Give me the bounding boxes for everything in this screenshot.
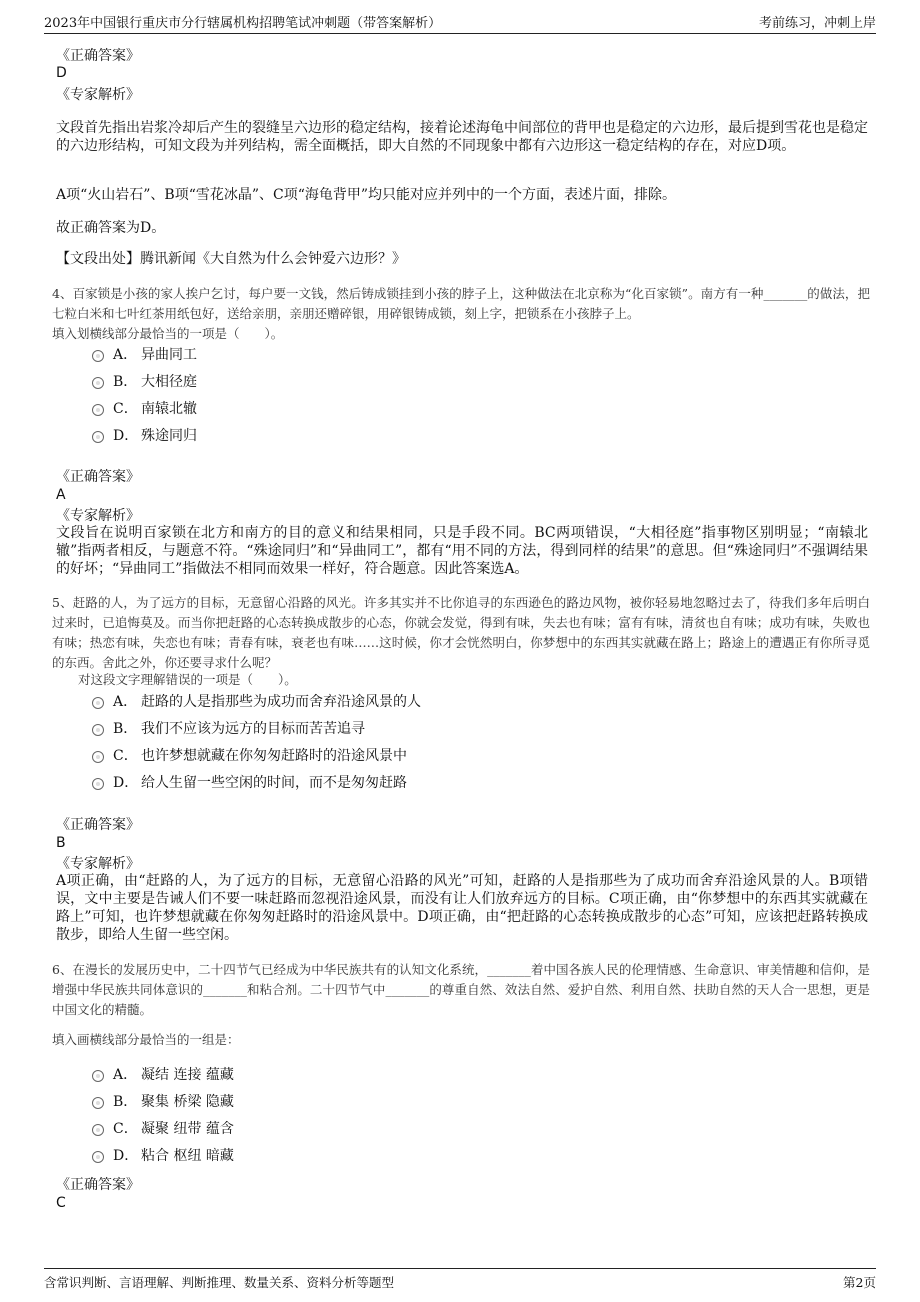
radio-icon[interactable]: [92, 377, 104, 389]
q5-prompt: 对这段文字理解错误的一项是（ ）。: [78, 672, 297, 687]
radio-icon[interactable]: [92, 1124, 104, 1136]
q4-option-c[interactable]: C． 南辕北辙: [92, 399, 197, 419]
q3-analysis-paragraph: 故正确答案为D。: [56, 220, 166, 236]
q6-answer-label: 《正确答案》: [56, 1177, 140, 1193]
q4-option-a[interactable]: A． 异曲同工: [92, 345, 197, 365]
radio-icon[interactable]: [92, 1070, 104, 1082]
radio-icon[interactable]: [92, 697, 104, 709]
q4-answer-label: 《正确答案》: [56, 469, 140, 485]
q5-option-a[interactable]: A． 赶路的人是指那些为成功而舍弃沿途风景的人: [92, 692, 421, 712]
q6-answer: C: [56, 1195, 66, 1211]
q5-option-c[interactable]: C． 也许梦想就藏在你匆匆赶路时的沿途风景中: [92, 746, 407, 766]
q3-analysis-paragraph: 文段首先指出岩浆冷却后产生的裂缝呈六边形的稳定结构，接着论述海龟中间部位的背甲也是稳定的六边形，最后提到雪花也是稳定的六边形结构，可知文段为并列结构，需全面概括，即大自然的不同现象中都有六边形这一稳定结构的存在，对应D项。: [56, 120, 868, 154]
q6-option-d[interactable]: D． 粘合 枢纽 暗藏: [92, 1146, 234, 1166]
radio-icon[interactable]: [92, 1151, 104, 1163]
q6-prompt: 填入画横线部分最恰当的一组是：: [52, 1032, 240, 1047]
q4-option-d[interactable]: D． 殊途同归: [92, 426, 197, 446]
document-title: 2023年中国银行重庆市分行辖属机构招聘笔试冲刺题（带答案解析）: [44, 16, 442, 31]
q3-answer-label: 《正确答案》: [56, 48, 140, 64]
radio-icon[interactable]: [92, 431, 104, 443]
q5-stem: 5、赶路的人，为了远方的目标，无意留心沿路的风光。许多其实并不比你追寻的东西逊色的路边风物，被你轻易地忽略过去了，待我们多年后明白过来时，已追悔莫及。而当你把赶路的心态转换成散步的心态，你就会发觉，得到有味，失去也有味；富有有味，清贫也自有味；成功有味，失败也有味；热恋有味，失恋也有味；青春有味，衰老也有味……这时候，你才会恍然明白，你梦想中的东西其实就藏在路上；路途上的遭遇正有你所寻觅的东西。舍此之外，你还要寻求什么呢？: [52, 595, 870, 670]
q4-option-b[interactable]: B． 大相径庭: [92, 372, 197, 392]
radio-icon[interactable]: [92, 1097, 104, 1109]
q3-analysis-label: 《专家解析》: [56, 87, 140, 103]
radio-icon[interactable]: [92, 751, 104, 763]
header-slogan: 考前练习，冲刺上岸: [758, 16, 876, 31]
q5-option-b[interactable]: B． 我们不应该为远方的目标而苦苦追寻: [92, 719, 365, 739]
page-footer: [44, 1268, 876, 1292]
q6-stem: 6、在漫长的发展历史中，二十四节气已经成为中华民族共有的认知文化系统，_______着中国各族人民的伦理情感、生命意识、审美情趣和信仰，是增强中华民族共同体意识的_______和粘合剂。二十四节气中_______的尊重自然、效法自然、爱护自然、利用自然、扶助自然的天人合一思想，更是中国文化的精髓。: [52, 962, 870, 1017]
footer-note: 含常识判断、言语理解、判断推理、数量关系、资料分析等题型: [44, 1275, 395, 1290]
q5-answer-label: 《正确答案》: [56, 817, 140, 833]
q4-stem: 4、百家锁是小孩的家人挨户乞讨，每户要一文钱，然后铸成锁挂到小孩的脖子上，这种做法在北京称为“化百家锁”。南方有一种_______的做法，把七粒白米和七叶红茶用纸包好，送给亲朋，亲朋还赠碎银，用碎银铸成锁，刻上字，把锁系在小孩脖子上。: [52, 286, 870, 321]
q5-option-d[interactable]: D． 给人生留一些空闲的时间，而不是匆匆赶路: [92, 773, 407, 793]
q5-analysis: A项正确，由“赶路的人，为了远方的目标，无意留心沿路的风光”可知，赶路的人是指那些为了成功而舍弃沿途风景的人。B项错误，文中主要是告诫人们不要一味赶路而忽视沿途风景，而没有让人们放弃远方的目标。C项正确，由“你梦想中的东西其实就藏在路上”可知，也许梦想就藏在你匆匆赶路时的沿途风景中。D项正确，由“把赶路的心态转换成散步的心态”可知，应该把赶路转换成散步，即给人生留一些空闲。: [56, 873, 868, 943]
radio-icon[interactable]: [92, 724, 104, 736]
q4-analysis-label: 《专家解析》: [56, 508, 140, 524]
q4-analysis: 文段旨在说明百家锁在北方和南方的目的意义和结果相同，只是手段不同。BC两项错误，“大相径庭”指事物区别明显；“南辕北辙”指两者相反，与题意不符。“殊途同归”和“异曲同工”，都有“用不同的方法，得到同样的结果”的意思。但“殊途同归”不强调结果的好坏；“异曲同工”指做法不相同而效果一样好，符合题意。因此答案选A。: [56, 525, 868, 577]
page-number: 第2页: [843, 1275, 876, 1290]
q4-prompt: 填入划横线部分最恰当的一项是（ ）。: [52, 326, 284, 341]
q3-answer: D: [56, 65, 67, 81]
q6-option-b[interactable]: B． 聚集 桥梁 隐藏: [92, 1092, 234, 1112]
page-header: [44, 10, 876, 34]
q5-answer: B: [56, 835, 66, 851]
radio-icon[interactable]: [92, 350, 104, 362]
q3-source: 【文段出处】腾讯新闻《大自然为什么会钟爱六边形？》: [56, 251, 406, 267]
q4-answer: A: [56, 487, 66, 503]
q5-analysis-label: 《专家解析》: [56, 856, 140, 872]
q6-option-a[interactable]: A． 凝结 连接 蕴藏: [92, 1065, 234, 1085]
q6-option-c[interactable]: C． 凝聚 纽带 蕴含: [92, 1119, 234, 1139]
radio-icon[interactable]: [92, 778, 104, 790]
radio-icon[interactable]: [92, 404, 104, 416]
q3-analysis-paragraph: A项“火山岩石”、B项“雪花冰晶”、C项“海龟背甲”均只能对应并列中的一个方面，表述片面，排除。: [56, 187, 677, 203]
